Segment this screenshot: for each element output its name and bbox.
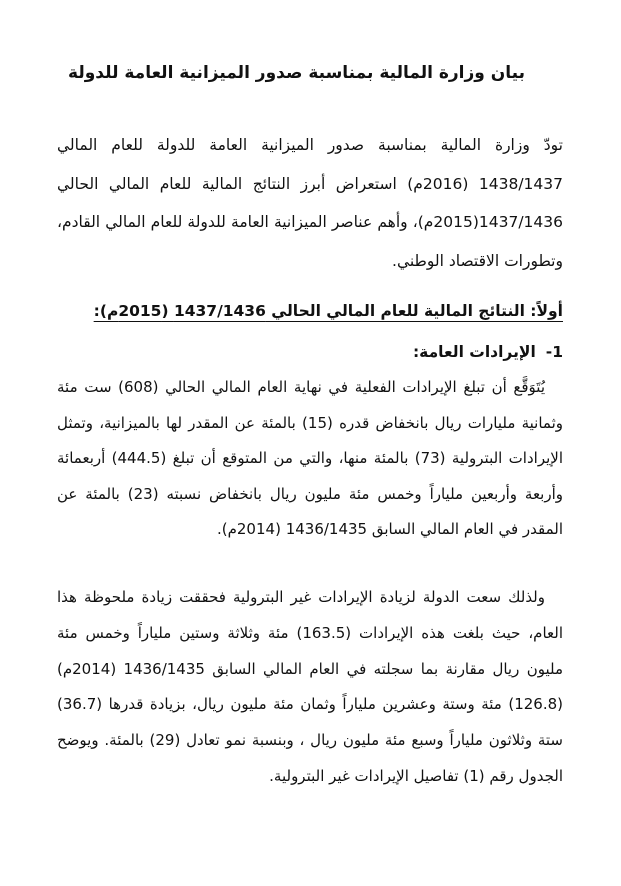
document-title: بيان وزارة المالية بمناسبة صدور الميزانية العامة للدولة	[68, 63, 525, 83]
subsection-label: الإيرادات العامة:	[412, 343, 536, 361]
body-paragraph-1: يُتَوَقَّع أن تبلغ الإيرادات الفعلية في نهاية العام المالي الحالي (608) ست مئة وثمانية مليارات ريال بانخفاض قدره (15) بالمئة عن المقدر لها بالميزانية، وتمثل الإيرادات البترولية (73) بالمئة منها، والتي من المتوقع أن تبلغ (444.5) أربعمائة وأربعة وأربعين ملياراً وخمس مئة مليون ريال بانخفاض نسبته (23) بالمئة عن المقدر في العام المالي السابق 1436/1435 (2014م).	[57, 378, 564, 538]
subsection-heading	[413, 338, 563, 366]
intro-paragraph: تودّ وزارة المالية بمناسبة صدور الميزانية العامة للدولة للعام المالي 1438/1437 (2016م) استعراض أبرز النتائج المالية للعام المالي الحالي 1437/1436(2015م)، وأهم عناصر الميزانية العامة للدولة للعام المالي القادم، وتطورات الاقتصاد الوطني.	[57, 136, 563, 270]
section-heading: أولاً: النتائج المالية للعام المالي الحالي 1437/1436 (2015م):	[93, 302, 563, 320]
subsection-number: 1-	[545, 343, 563, 361]
body-paragraph-2: ولذلك سعت الدولة لزيادة الإيرادات غير البترولية فحققت زيادة ملحوظة هذا العام، حيث بلغت هذه الإيرادات (163.5) مئة وثلاثة وستين ملياراً وخمس مئة مليون ريال مقارنة بما سجلته في العام المالي السابق 1436/1435 (2014م) (126.8) مئة وستة وعشرين ملياراً وثمان مئة مليون ريال، بزيادة قدرها (36.7) ستة وثلاثون ملياراً وسبع مئة مليون ريال ، وبنسبة نمو تعادل (29) بالمئة. ويوضح الجدول رقم (1) تفاصيل الإيرادات غير البترولية.	[57, 588, 564, 785]
